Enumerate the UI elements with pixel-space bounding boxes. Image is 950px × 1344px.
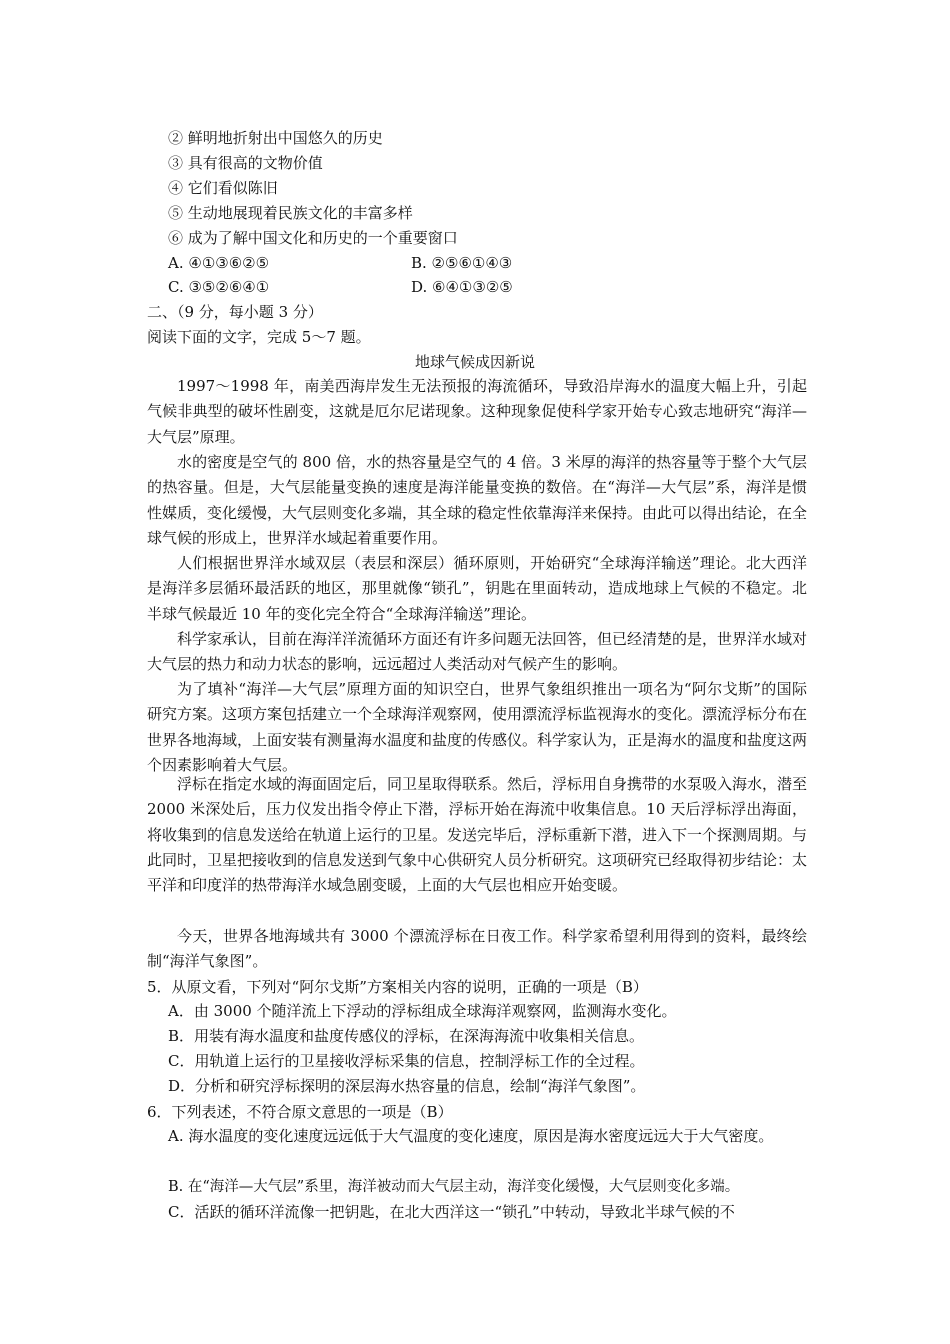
article-title: 地球气候成因新说 (414, 353, 535, 371)
article-paragraph-6: 浮标在指定水域的海面固定后，同卫星取得联系。然后，浮标用自身携带的水泵吸入海水，潜至 2000 米深处后，压力仪发出指令停止下潜，浮标开始在海流中收集信息。10 天后浮标浮出海面，将收集到的信息发送给在轨道上运行的卫星。发送完毕后，浮标重新下潜，进入下一个探测周期。与此同时，卫星把接收到的信息发送到气象中心供研究人员分析研究。这项研究已经取得初步结论：太平洋和印度洋的热带海洋水域急剧变暖，上面的大气层也相应开始变暖。 (147, 775, 808, 895)
q5-option-a: A．由 3000 个随洋流上下浮动的浮标组成全球海洋观察网，监测海水变化。 (168, 1002, 677, 1020)
q4-option-d: D. ⑥④①③②⑤ (411, 278, 513, 296)
item-6: ⑥ 成为了解中国文化和历史的一个重要窗口 (168, 229, 458, 247)
q5-stem: 5．从原文看，下列对“阿尔戈斯”方案相关内容的说明，正确的一项是（B） (147, 978, 648, 996)
q6-stem: 6．下列表述，不符合原文意思的一项是（B） (147, 1103, 453, 1121)
article-paragraph-3: 人们根据世界洋水域双层（表层和深层）循环原则，开始研究“全球海洋输送”理论。北大西洋是海洋多层循环最活跃的地区，那里就像“锁孔”，钥匙在里面转动，造成地球上气候的不稳定。北半球气候最近 10 年的变化完全符合“全球海洋输送”理论。 (147, 554, 807, 623)
item-3: ③ 具有很高的文物价值 (168, 154, 323, 172)
q4-option-a: A. ④①③⑥②⑤ (168, 254, 270, 272)
q6-option-c: C．活跃的循环洋流像一把钥匙，在北大西洋这一“锁孔”中转动，导致北半球气候的不 (168, 1203, 735, 1221)
q5-option-c: C．用轨道上运行的卫星接收浮标采集的信息，控制浮标工作的全过程。 (168, 1052, 645, 1070)
article-paragraph-5: 为了填补“海洋—大气层”原理方面的知识空白，世界气象组织推出一项名为“阿尔戈斯”的国际研究方案。这项方案包括建立一个全球海洋观察网，使用漂流浮标监视海水的变化。漂流浮标分布在世界各地海域，上面安装有测量海水温度和盐度的传感仪。科学家认为，正是海水的温度和盐度这两个因素影响着大气层。 (147, 680, 808, 774)
article-paragraph-4: 科学家承认，目前在海洋洋流循环方面还有许多问题无法回答，但已经清楚的是，世界洋水域对大气层的热力和动力状态的影响，远远超过人类活动对气候产生的影响。 (147, 630, 808, 674)
item-2: ② 鲜明地折射出中国悠久的历史 (168, 129, 383, 147)
q4-option-b: B. ②⑤⑥①④③ (411, 254, 513, 272)
q6-option-a: A. 海水温度的变化速度远远低于大气温度的变化速度，原因是海水密度远远大于大气密度。 (168, 1127, 774, 1145)
article-paragraph-7: 今天，世界各地海域共有 3000 个漂流浮标在日夜工作。科学家希望利用得到的资料，最终绘制“海洋气象图”。 (147, 927, 807, 971)
q5-option-b: B．用装有海水温度和盐度传感仪的浮标，在深海海流中收集相关信息。 (168, 1027, 645, 1045)
section-instruction: 阅读下面的文字，完成 5～7 题。 (147, 328, 371, 346)
q6-option-b: B. 在“海洋—大气层”系里，海洋被动而大气层主动，海洋变化缓慢，大气层则变化多端。 (168, 1179, 740, 1195)
section-heading: 二、（9 分，每小题 3 分） (147, 303, 323, 321)
q5-option-d: D．分析和研究浮标探明的深层海水热容量的信息，绘制“海洋气象图”。 (168, 1077, 646, 1095)
item-5: ⑤ 生动地展现着民族文化的丰富多样 (168, 204, 413, 222)
item-4: ④ 它们看似陈旧 (168, 179, 278, 197)
article-paragraph-2: 水的密度是空气的 800 倍，水的热容量是空气的 4 倍。3 米厚的海洋的热容量等于整个大气层的热容量。但是，大气层能量变换的速度是海洋能量变换的数倍。在“海洋—大气层”系，海洋是惯性媒质，变化缓慢，大气层则变化多端，其全球的稳定性依靠海洋来保持。由此可以得出结论，在全球气候的形成上，世界洋水域起着重要作用。 (147, 453, 808, 547)
article-paragraph-1: 1997～1998 年，南美西海岸发生无法预报的海流循环，导致沿岸海水的温度大幅上升，引起气候非典型的破坏性剧变，这就是厄尔尼诺现象。这种现象促使科学家开始专心致志地研究“海洋—大气层”原理。 (147, 377, 807, 446)
q4-option-c: C. ③⑤②⑥④① (168, 278, 270, 296)
